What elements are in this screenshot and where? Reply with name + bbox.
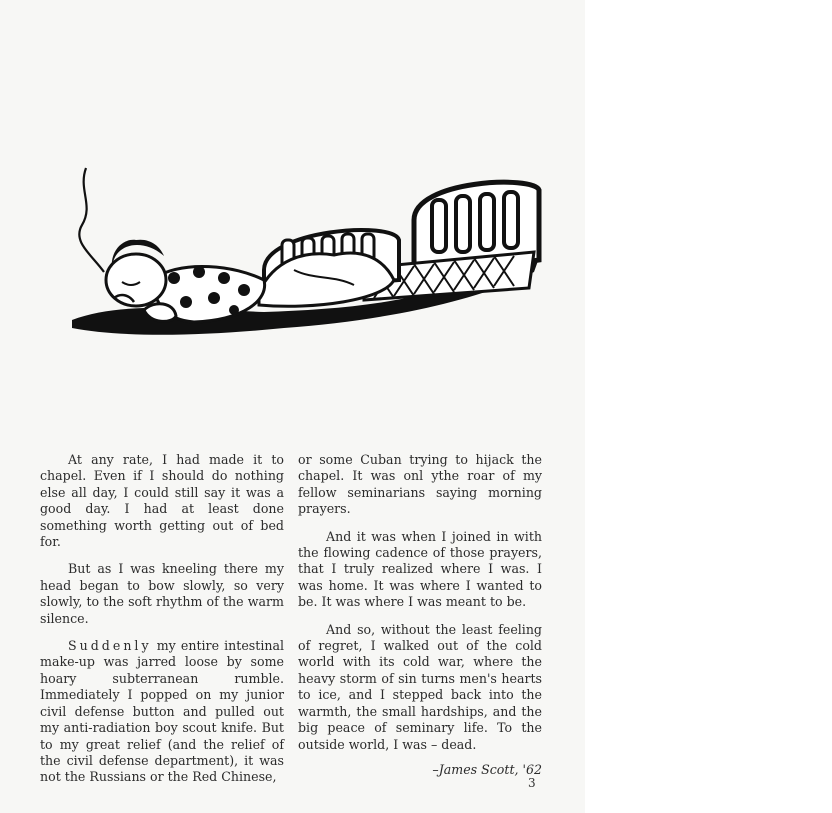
paragraph: But as I was kneeling there my head began to bow slowly, so very slowly, to the soft rhythm of the warm silence.: [40, 561, 284, 626]
author-signature: –James Scott, '62: [432, 761, 542, 777]
paragraph: or some Cuban trying to hijack the chapel. It was onl ythe roar of my fellow seminarians saying morning prayers.: [298, 452, 542, 517]
right-column: [298, 452, 542, 778]
paragraph: And so, without the least feeling of regret, I walked out of the cold world with its cold war, where the heavy storm of sin turns men's hearts to ice, and I stepped back into the warmth, the small hardships, and the big peace of seminary life. To the outside world, I was – dead.: [298, 621, 542, 752]
paragraph: [40, 638, 284, 786]
sleeping-boy-illustration: [64, 160, 544, 350]
paragraph-text: my entire intestinal make-up was jarred loose by some hoary subterranean rumble. Immediately I popped on my junior civil defense button and pulled out my anti-radiation boy scout knife. But to my great relief (and the relief of the civil defense department), it was not the Russians or the Red Chinese,: [40, 638, 284, 785]
paragraph: At any rate, I had made it to chapel. Even if I should do nothing else all day, I could still say it was a good day. I had at least done something worth getting out of bed for.: [40, 452, 284, 550]
paragraph: And it was when I joined in with the flowing cadence of those prayers, that I truly realized where I was. I was home. It was where I wanted to be. It was where I was meant to be.: [298, 528, 542, 610]
left-column: [40, 452, 284, 797]
page-number: 3: [528, 776, 536, 790]
lead-word: Suddenly: [68, 638, 152, 654]
